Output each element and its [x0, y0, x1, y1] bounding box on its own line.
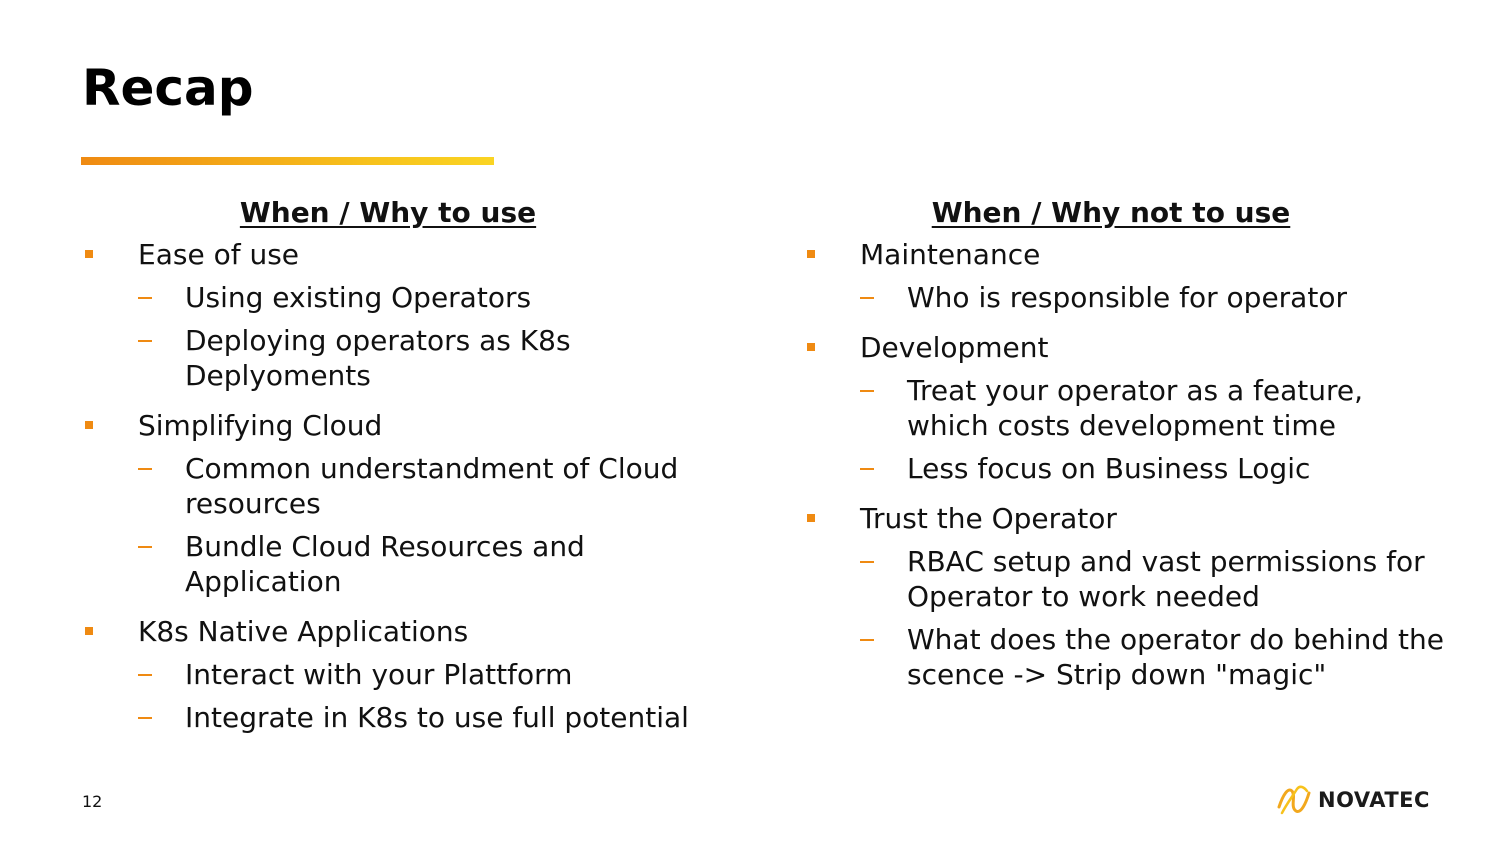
dash-bullet-icon — [860, 639, 874, 641]
sub-list-item-label: Deploying operators as K8s Deplyoments — [185, 324, 571, 392]
sub-list-item — [138, 529, 692, 599]
sub-list-item-label: What does the operator do behind the scence -> Strip down "magic" — [907, 623, 1444, 691]
sub-list — [138, 451, 692, 599]
logo-text: NOVATEC — [1318, 788, 1430, 812]
sub-list — [138, 280, 692, 393]
square-bullet-icon — [85, 627, 93, 635]
list-item — [82, 408, 692, 599]
title-accent-bar — [81, 157, 494, 165]
list-item-label: Ease of use — [138, 238, 300, 271]
left-column-heading: When / Why to use — [239, 196, 537, 229]
sub-list-item — [138, 451, 692, 521]
dash-bullet-icon — [860, 561, 874, 563]
sub-list-item-label: Who is responsible for operator — [907, 281, 1347, 314]
list-item — [804, 237, 1444, 315]
square-bullet-icon — [807, 250, 815, 258]
right-column-heading: When / Why not to use — [931, 196, 1291, 229]
sub-list-item-label: Interact with your Plattform — [185, 658, 573, 691]
square-bullet-icon — [85, 250, 93, 258]
list-item-label: K8s Native Applications — [138, 615, 469, 648]
sub-list-item-label: RBAC setup and vast permissions for Operator to work needed — [907, 545, 1425, 613]
left-bullet-list — [82, 237, 692, 735]
square-bullet-icon — [807, 343, 815, 351]
sub-list — [138, 657, 692, 735]
list-item-label: Simplifying Cloud — [138, 409, 383, 442]
square-bullet-icon — [85, 421, 93, 429]
list-item — [82, 614, 692, 735]
dash-bullet-icon — [860, 390, 874, 392]
sub-list-item — [860, 622, 1444, 692]
sub-list-item-label: Integrate in K8s to use full potential — [185, 701, 689, 734]
dash-bullet-icon — [138, 468, 152, 470]
novatec-logo-icon — [1276, 783, 1312, 817]
sub-list-item-label: Bundle Cloud Resources and Application — [185, 530, 585, 598]
dash-bullet-icon — [138, 546, 152, 548]
right-bullet-list — [804, 237, 1444, 692]
sub-list-item — [138, 700, 692, 735]
page-number: 12 — [82, 792, 103, 811]
right-column — [804, 193, 1444, 700]
list-item-label: Maintenance — [860, 238, 1041, 271]
sub-list-item — [138, 280, 692, 315]
left-column — [82, 193, 692, 743]
sub-list — [860, 544, 1444, 692]
sub-list-item — [860, 451, 1444, 486]
sub-list-item — [138, 323, 692, 393]
list-item — [82, 237, 692, 393]
dash-bullet-icon — [860, 297, 874, 299]
dash-bullet-icon — [138, 297, 152, 299]
sub-list-item — [860, 280, 1444, 315]
dash-bullet-icon — [138, 340, 152, 342]
list-item-label: Development — [860, 331, 1049, 364]
dash-bullet-icon — [138, 674, 152, 676]
sub-list-item-label: Less focus on Business Logic — [907, 452, 1311, 485]
sub-list-item — [138, 657, 692, 692]
sub-list-item-label: Treat your operator as a feature, which costs development time — [907, 374, 1364, 442]
square-bullet-icon — [807, 514, 815, 522]
sub-list-item-label: Common understandment of Cloud resources — [185, 452, 679, 520]
slide-title: Recap — [82, 59, 254, 117]
list-item — [804, 501, 1444, 692]
sub-list — [860, 280, 1444, 315]
list-item-label: Trust the Operator — [860, 502, 1117, 535]
dash-bullet-icon — [860, 468, 874, 470]
novatec-logo — [1276, 782, 1430, 818]
sub-list — [860, 373, 1444, 486]
sub-list-item — [860, 373, 1444, 443]
sub-list-item — [860, 544, 1444, 614]
dash-bullet-icon — [138, 717, 152, 719]
sub-list-item-label: Using existing Operators — [185, 281, 532, 314]
list-item — [804, 330, 1444, 486]
